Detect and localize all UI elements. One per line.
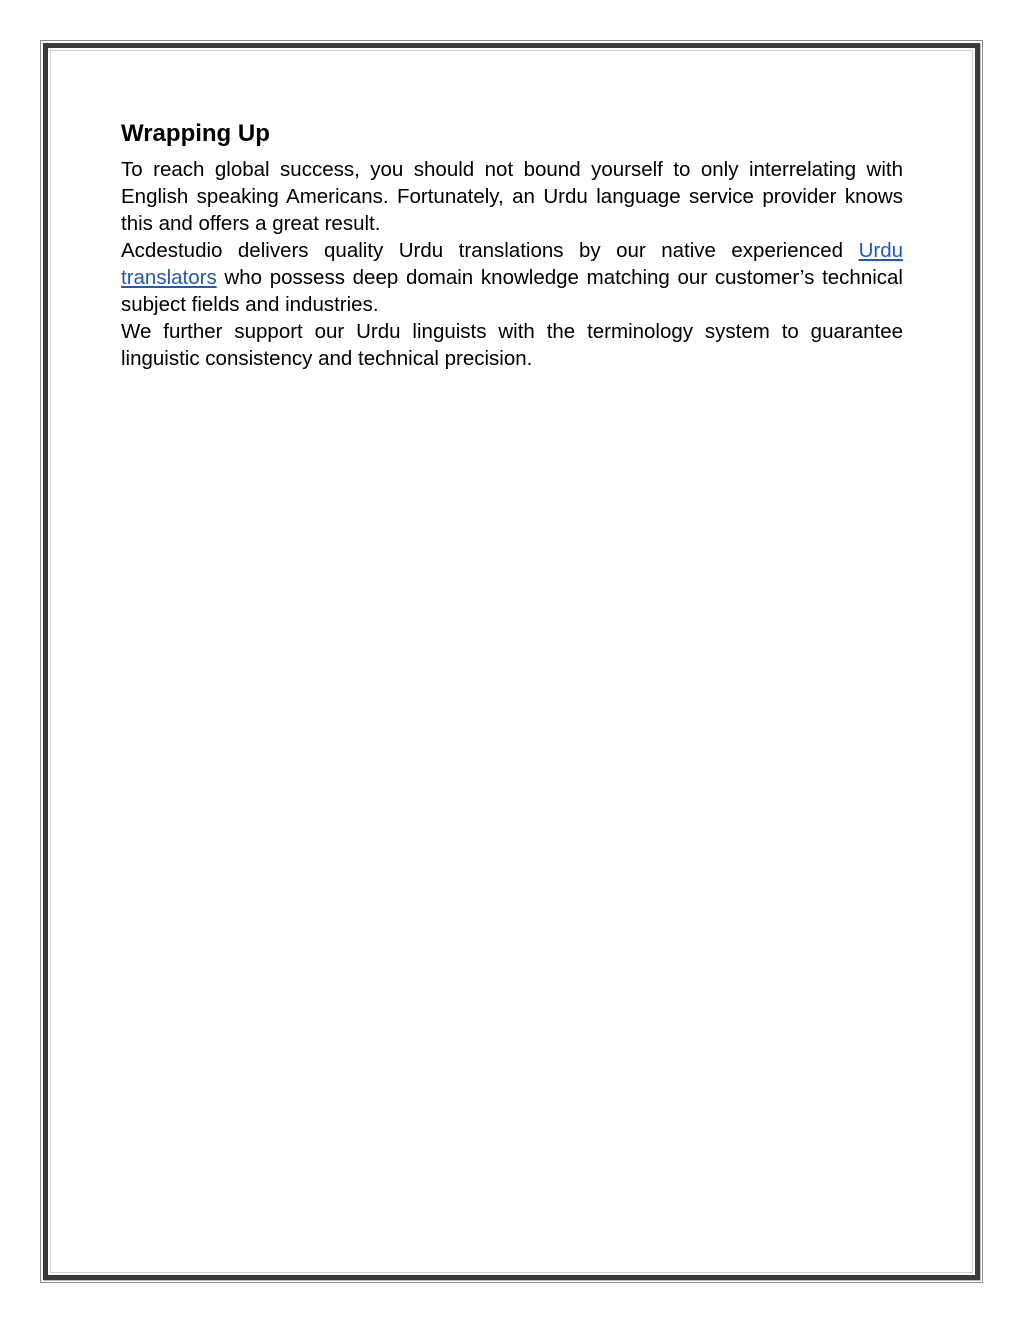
paragraph-acdestudio [121, 237, 903, 318]
paragraph-acdestudio-text-end: who possess deep domain knowledge matching our customer’s technical subject fields and industries. [121, 266, 903, 316]
paragraph-acdestudio-text-start: Acdestudio delivers quality Urdu translations by our native experienced [121, 239, 859, 262]
section-heading: Wrapping Up [121, 120, 270, 147]
paragraph-global-success: To reach global success, you should not bound yourself to only interrelating with English speaking Americans. Fortunately, an Urdu language service provider knows this and offers a great result. [121, 158, 903, 235]
urdu-translators-link[interactable]: Urdu translators [121, 239, 903, 289]
paragraph-terminology: We further support our Urdu linguists with the terminology system to guarantee linguistic consistency and technical precision. [121, 320, 903, 370]
document-content [121, 118, 903, 372]
